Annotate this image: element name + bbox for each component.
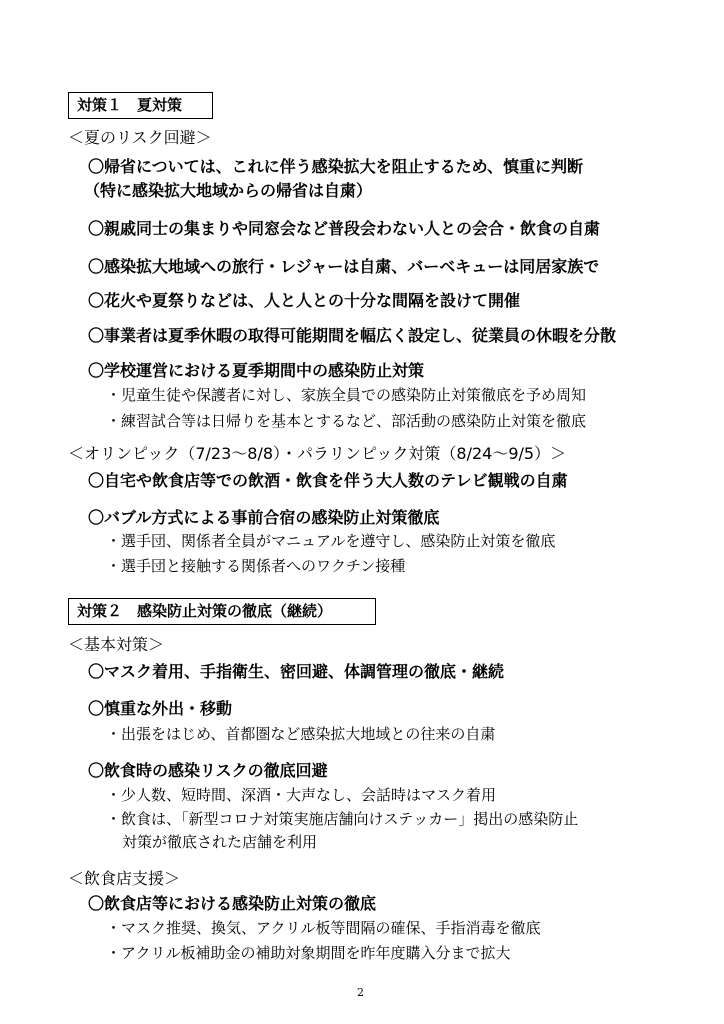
- list-item: 〇飲食店等における感染防止対策の徹底: [88, 894, 377, 913]
- measure2-title: 対策２ 感染防止対策の徹底（継続）: [77, 602, 333, 620]
- sub-bullet: ・選手団と接触する関係者へのワクチン接種: [106, 557, 406, 575]
- page-number: 2: [357, 986, 364, 999]
- sub-bullet: ・少人数、短時間、深酒・大声なし、会話時はマスク着用: [106, 786, 497, 804]
- measure1-title-box: [68, 92, 213, 119]
- list-item: 〇学校運営における夏季期間中の感染防止対策: [88, 361, 425, 380]
- list-item: 〇事業者は夏季休暇の取得可能期間を幅広く設定し、従業員の休暇を分散: [88, 326, 617, 345]
- sub-bullet: ・出張をはじめ、首都圏など感染拡大地域との往来の自粛: [106, 725, 496, 743]
- measure2-title-box: [68, 598, 376, 625]
- sub-bullet-continuation: 対策が徹底された店舗を利用: [122, 833, 318, 851]
- sub-bullet: ・児童生徒や保護者に対し、家族全員での感染防止対策徹底を予め周知: [106, 386, 587, 404]
- measure1-title: 対策１ 夏対策: [77, 96, 183, 114]
- sub-bullet: ・アクリル板補助金の補助対象期間を昨年度購入分まで拡大: [106, 944, 511, 962]
- list-item: （特に感染拡大地域からの帰省は自粛）: [84, 181, 373, 200]
- sub-bullet: ・飲食は、「新型コロナ対策実施店舗向けステッカー」掲出の感染防止: [106, 810, 579, 828]
- sub-bullet: ・選手団、関係者全員がマニュアルを遵守し、感染防止対策を徹底: [106, 532, 556, 550]
- summer-risk-heading: ＜夏のリスク回避＞: [68, 128, 212, 147]
- list-item: 〇マスク着用、手指衛生、密回避、体調管理の徹底・継続: [88, 662, 505, 681]
- basic-heading: ＜基本対策＞: [68, 635, 165, 654]
- list-item: 〇親戚同士の集まりや同窓会など普段会わない人との会合・飲食の自粛: [88, 219, 601, 238]
- list-item: 〇慎重な外出・移動: [88, 699, 233, 718]
- olympics-heading: ＜オリンピック（7/23～8/8）・パラリンピック対策（8/24～9/5）＞: [68, 444, 567, 463]
- list-item: 〇バブル方式による事前合宿の感染防止対策徹底: [88, 508, 440, 527]
- list-item: 〇飲食時の感染リスクの徹底回避: [88, 761, 328, 780]
- sub-bullet: ・マスク推奨、換気、アクリル板等間隔の確保、手指消毒を徹底: [106, 919, 541, 937]
- list-item: 〇帰省については、これに伴う感染拡大を阻止するため、慎重に判断: [88, 157, 584, 176]
- list-item: 〇花火や夏祭りなどは、人と人との十分な間隔を設けて開催: [88, 291, 521, 310]
- list-item: 〇感染拡大地域への旅行・レジャーは自粛、バーベキューは同居家族で: [88, 257, 600, 276]
- sub-bullet: ・練習試合等は日帰りを基本とするなど、部活動の感染防止対策を徹底: [106, 412, 587, 430]
- list-item: 〇自宅や飲食店等での飲酒・飲食を伴う大人数のテレビ観戦の自粛: [88, 471, 568, 490]
- restaurant-heading: ＜飲食店支援＞: [68, 869, 181, 888]
